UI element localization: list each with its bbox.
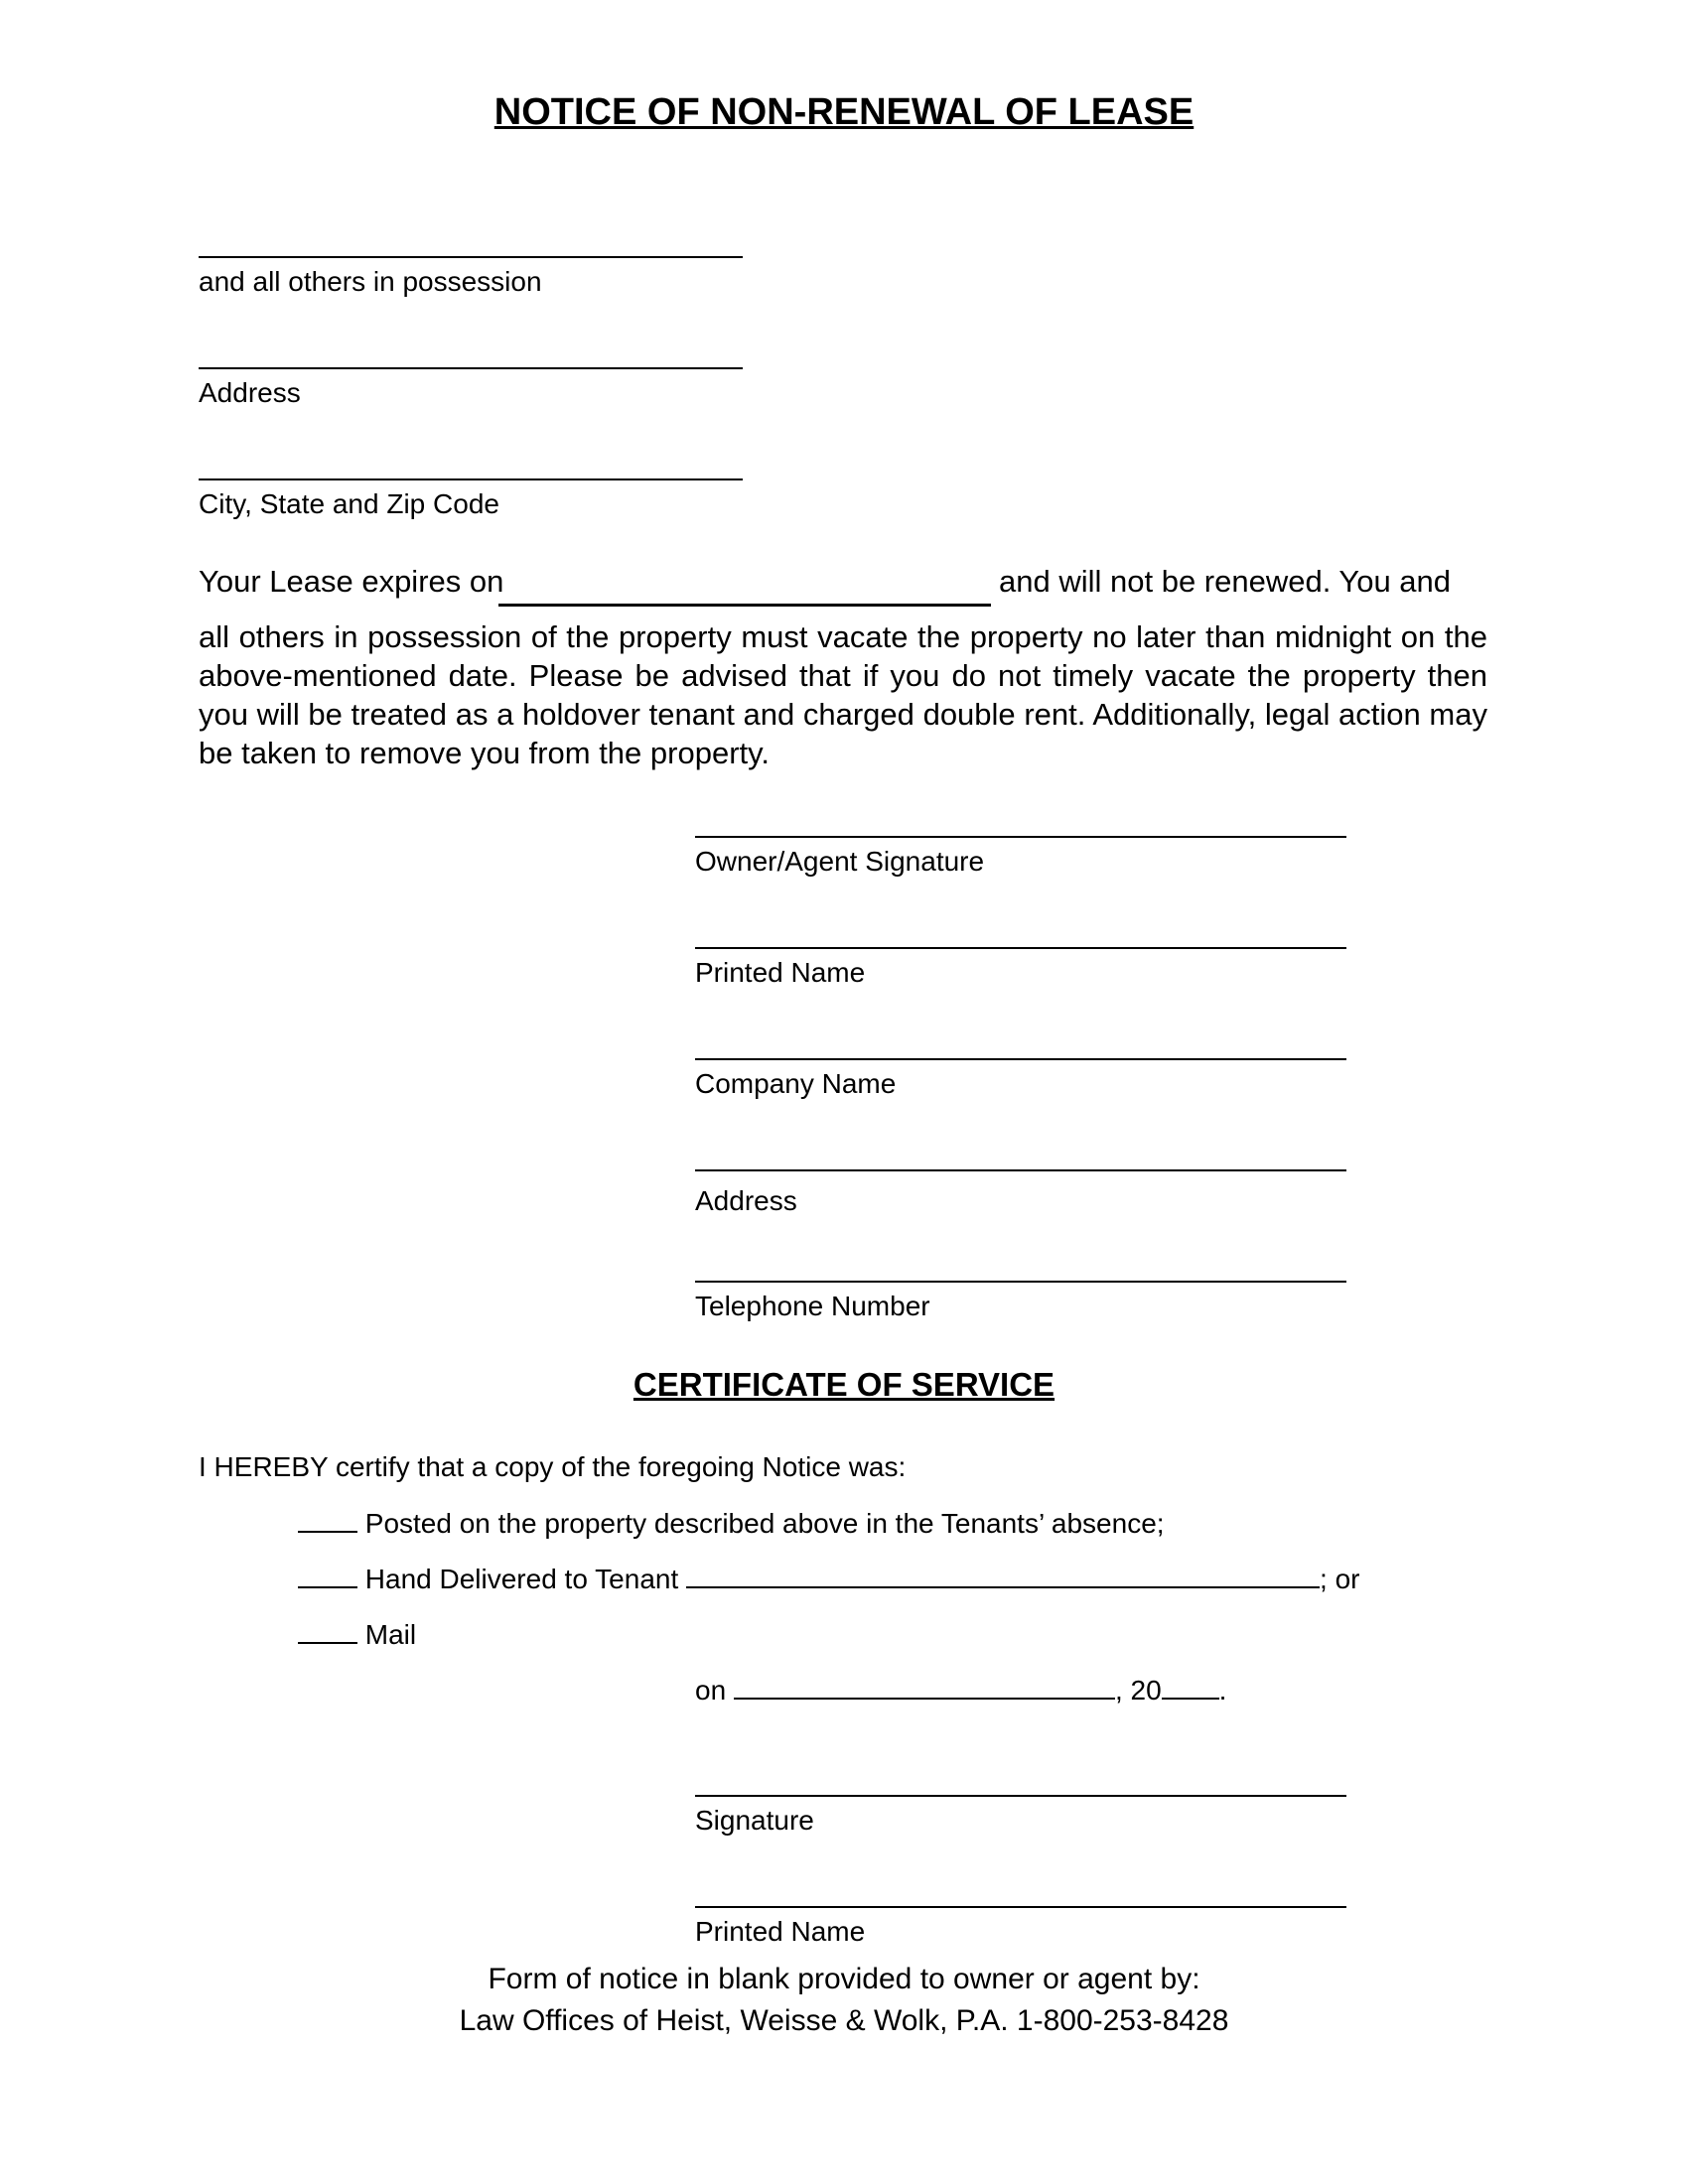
telephone-label: Telephone Number bbox=[695, 1291, 930, 1321]
tenant-name-field[interactable] bbox=[199, 256, 743, 258]
owner-signature-label: Owner/Agent Signature bbox=[695, 846, 985, 877]
owner-printed-name-label: Printed Name bbox=[695, 957, 866, 988]
possession-label: and all others in possession bbox=[199, 266, 542, 297]
page-title: NOTICE OF NON-RENEWAL OF LEASE bbox=[493, 91, 1195, 133]
expiration-date-field[interactable] bbox=[498, 604, 991, 607]
server-printed-name-field[interactable] bbox=[695, 1906, 1346, 1908]
service-date-blank[interactable] bbox=[734, 1672, 1115, 1700]
expires-suffix: and will not be renewed. You and bbox=[999, 564, 1452, 599]
company-name-label: Company Name bbox=[695, 1068, 897, 1099]
owner-address-field[interactable] bbox=[695, 1169, 1346, 1171]
notice-paragraph: all others in possession of the property must vacate the property no later than midnight on the above-mentioned date. Please be advised that if you do not timely vacate the property then you will be treated as a holdover tenant and charged double rent. Additionally, legal action may be taken to remove you from the property. bbox=[199, 619, 1487, 770]
mail-checkbox-blank[interactable] bbox=[298, 1616, 357, 1644]
footer-line-1: Form of notice in blank provided to owner or agent by: bbox=[488, 1963, 1200, 1995]
telephone-field[interactable] bbox=[695, 1281, 1346, 1283]
option-mail-label: Mail bbox=[364, 1619, 417, 1650]
date-suffix: . bbox=[1218, 1675, 1227, 1706]
certificate-title: CERTIFICATE OF SERVICE bbox=[633, 1366, 1055, 1403]
owner-signature-field[interactable] bbox=[695, 836, 1346, 838]
date-prefix: on bbox=[695, 1675, 727, 1706]
certificate-intro: I HEREBY certify that a copy of the foregoing Notice was: bbox=[199, 1451, 907, 1482]
tenant-address-field[interactable] bbox=[199, 367, 743, 369]
option-hand-delivered-label: Hand Delivered to Tenant bbox=[364, 1564, 679, 1594]
date-mid: , 20 bbox=[1114, 1675, 1162, 1706]
or-suffix: ; or bbox=[1320, 1564, 1360, 1594]
server-signature-label: Signature bbox=[695, 1805, 814, 1836]
tenant-name-blank[interactable] bbox=[686, 1561, 1320, 1588]
option-posted-label: Posted on the property described above in the Tenants’ absence; bbox=[364, 1508, 1165, 1539]
server-printed-name-label: Printed Name bbox=[695, 1916, 866, 1947]
hand-delivered-checkbox-blank[interactable] bbox=[298, 1561, 357, 1588]
service-year-blank[interactable] bbox=[1162, 1672, 1219, 1700]
owner-printed-name-field[interactable] bbox=[695, 947, 1346, 949]
server-signature-field[interactable] bbox=[695, 1795, 1346, 1797]
posted-checkbox-blank[interactable] bbox=[298, 1505, 357, 1533]
tenant-city-label: City, State and Zip Code bbox=[199, 488, 499, 519]
expires-prefix: Your Lease expires on bbox=[199, 564, 504, 599]
footer-line-2: Law Offices of Heist, Weisse & Wolk, P.A. 1-800-253-8428 bbox=[459, 2004, 1229, 2037]
tenant-city-field[interactable] bbox=[199, 478, 743, 480]
service-date-line bbox=[695, 1672, 1226, 1707]
option-hand-delivered bbox=[298, 1561, 1360, 1596]
owner-address-label: Address bbox=[695, 1185, 797, 1216]
option-mail bbox=[298, 1616, 416, 1652]
option-posted bbox=[298, 1505, 1165, 1541]
company-name-field[interactable] bbox=[695, 1058, 1346, 1060]
tenant-address-label: Address bbox=[199, 377, 301, 408]
